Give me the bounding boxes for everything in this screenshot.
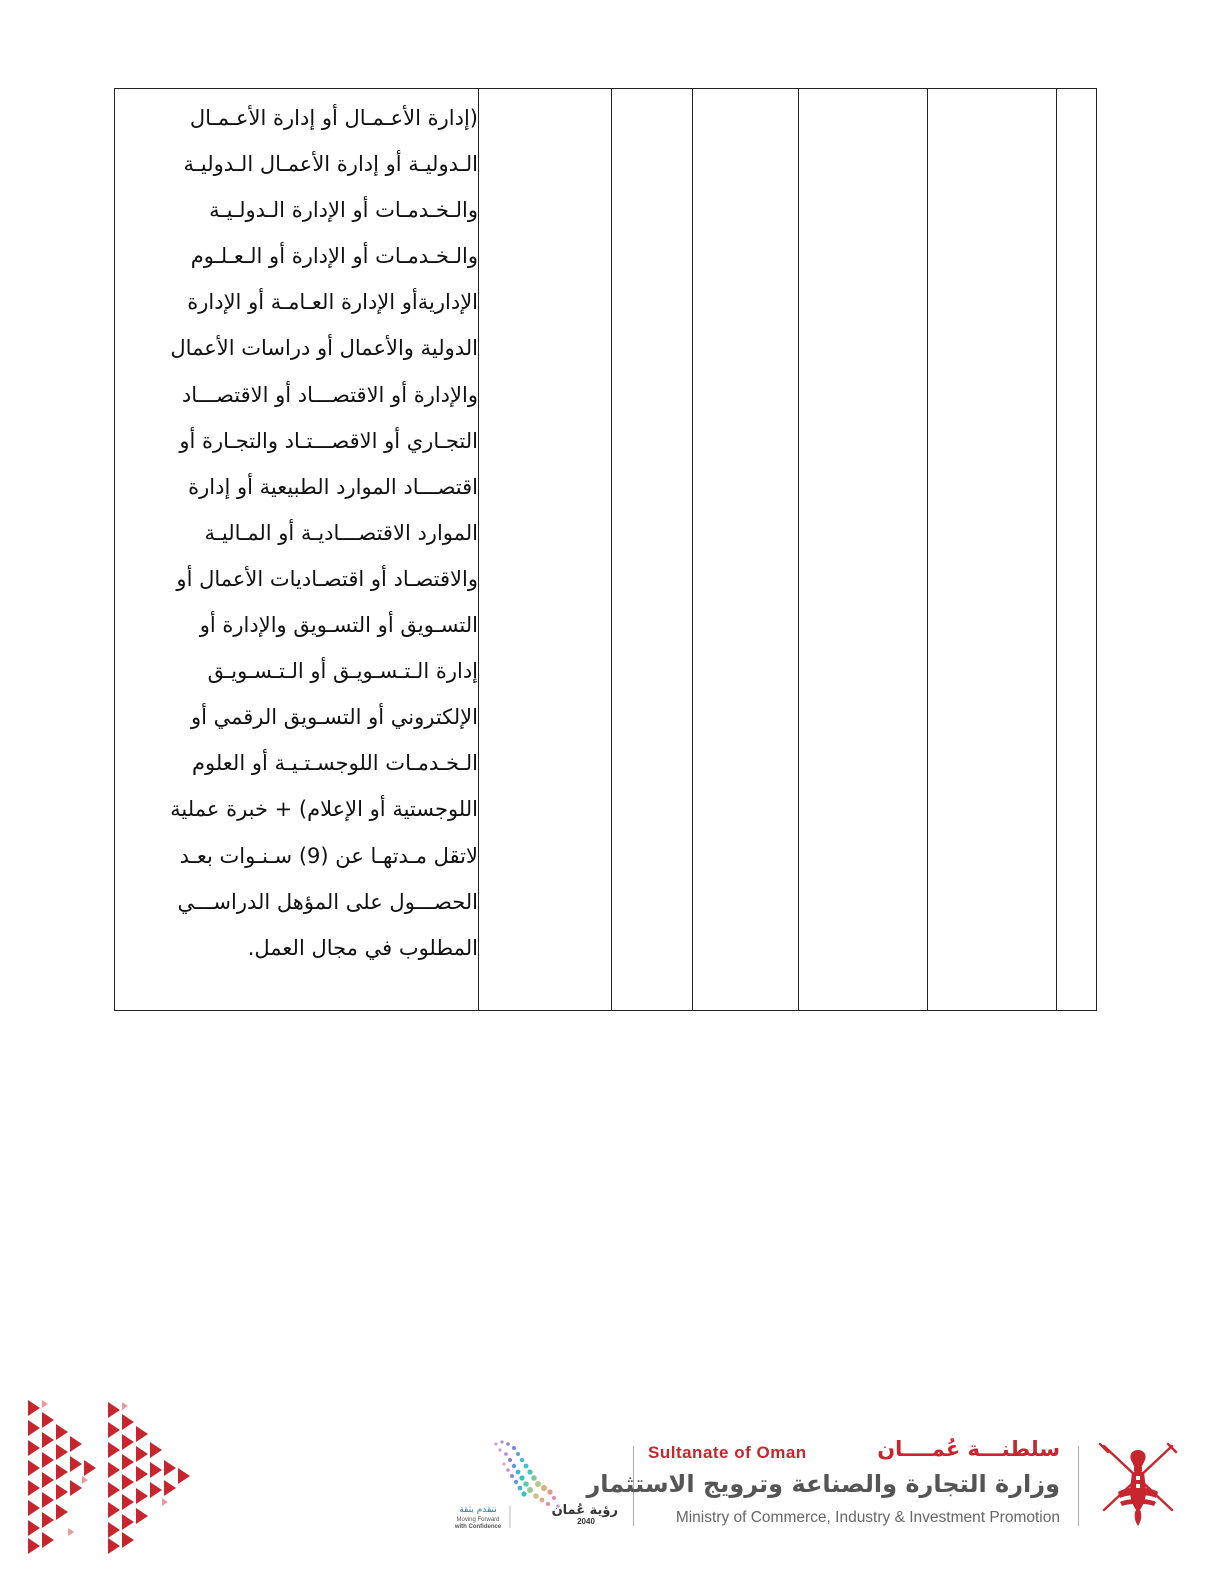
qualification-line: والإدارة أو الاقتصـــاد أو الاقتصـــاد bbox=[181, 382, 478, 407]
empty-cell bbox=[693, 89, 799, 1011]
qualification-line: المطلوب في مجال العمل. bbox=[247, 935, 478, 960]
ministry-en-label: Ministry of Commerce, Industry & Investment Promotion bbox=[675, 1509, 1060, 1526]
qualification-line: اقتصـــاد الموارد الطبيعية أو إدارة bbox=[188, 474, 478, 499]
empty-cell bbox=[799, 89, 928, 1011]
qualification-line: إدارة الـتـسـويـق أو الـتـسـويـق bbox=[207, 659, 478, 684]
qualification-line: (إدارة الأعـمـال أو إدارة الأعـمـال bbox=[189, 106, 478, 130]
requirements-table bbox=[114, 88, 1097, 1011]
ministry-ar-label: وزارة التجارة والصناعة وترويج الاستثمار bbox=[586, 1470, 1060, 1498]
vision-swirl-icon bbox=[494, 1440, 559, 1507]
empty-cell bbox=[479, 89, 612, 1011]
vision-tagline-en-2: with Confidence bbox=[454, 1524, 502, 1530]
empty-cell bbox=[1057, 89, 1097, 1011]
qualification-line: الإلكتروني أو التسـويق الرقمي أو bbox=[190, 705, 478, 730]
qualification-line: التجـاري أو الاقصـــتـاد والتجـارة أو bbox=[179, 428, 478, 453]
qualification-line: الـدوليـة أو إدارة الأعمـال الـدوليـة bbox=[183, 152, 478, 177]
qualification-cell bbox=[115, 89, 479, 1011]
qualification-line: والـخـدمـات أو الإدارة الـدولـيـة bbox=[209, 198, 478, 223]
vision-tagline-ar: نتقدم بثقة bbox=[459, 1505, 497, 1515]
qualification-line: التسـويق أو التسـويق والإدارة أو bbox=[199, 613, 478, 638]
vision-year-label: 2040 bbox=[577, 1517, 595, 1526]
sultanate-en-label: Sultanate of Oman bbox=[648, 1443, 807, 1462]
khanjar-emblem-icon bbox=[1096, 1440, 1180, 1530]
qualification-line: لاتقل مـدتهـا عن (9) سـنـوات بعـد bbox=[179, 843, 478, 868]
triangle-pattern-icon bbox=[26, 1398, 196, 1554]
vision-tagline-en-1: Moving Forward bbox=[456, 1517, 500, 1523]
vision-ar-label: رؤية عُمان bbox=[551, 1503, 618, 1518]
empty-cell bbox=[612, 89, 693, 1011]
qualification-line: اللوجستية أو الإعلام) + خبرة عملية bbox=[170, 797, 478, 822]
footer-divider bbox=[1078, 1446, 1079, 1526]
qualification-line: الدولية والأعمال أو دراسات الأعمال bbox=[170, 336, 478, 361]
qualification-line: والاقتصـاد أو اقتصـاديات الأعمال أو bbox=[176, 566, 478, 591]
qualification-line: الموارد الاقتصـــاديـة أو المـاليـة bbox=[204, 520, 478, 545]
table-row bbox=[115, 89, 1097, 1011]
qualification-text bbox=[136, 95, 478, 971]
qualification-line: الـخـدمـات اللوجسـتـيـة أو العلوم bbox=[192, 751, 478, 776]
sultanate-ar-label: سلطنـــة عُمــــان bbox=[877, 1437, 1060, 1461]
qualification-line: الحصـــول على المؤهل الدراســـي bbox=[177, 889, 478, 914]
empty-cell bbox=[928, 89, 1057, 1011]
qualification-line: والـخـدمـات أو الإدارة أو الـعـلـوم bbox=[190, 244, 478, 269]
qualification-line: الإداريةأو الإدارة العـامـة أو الإدارة bbox=[187, 290, 478, 315]
